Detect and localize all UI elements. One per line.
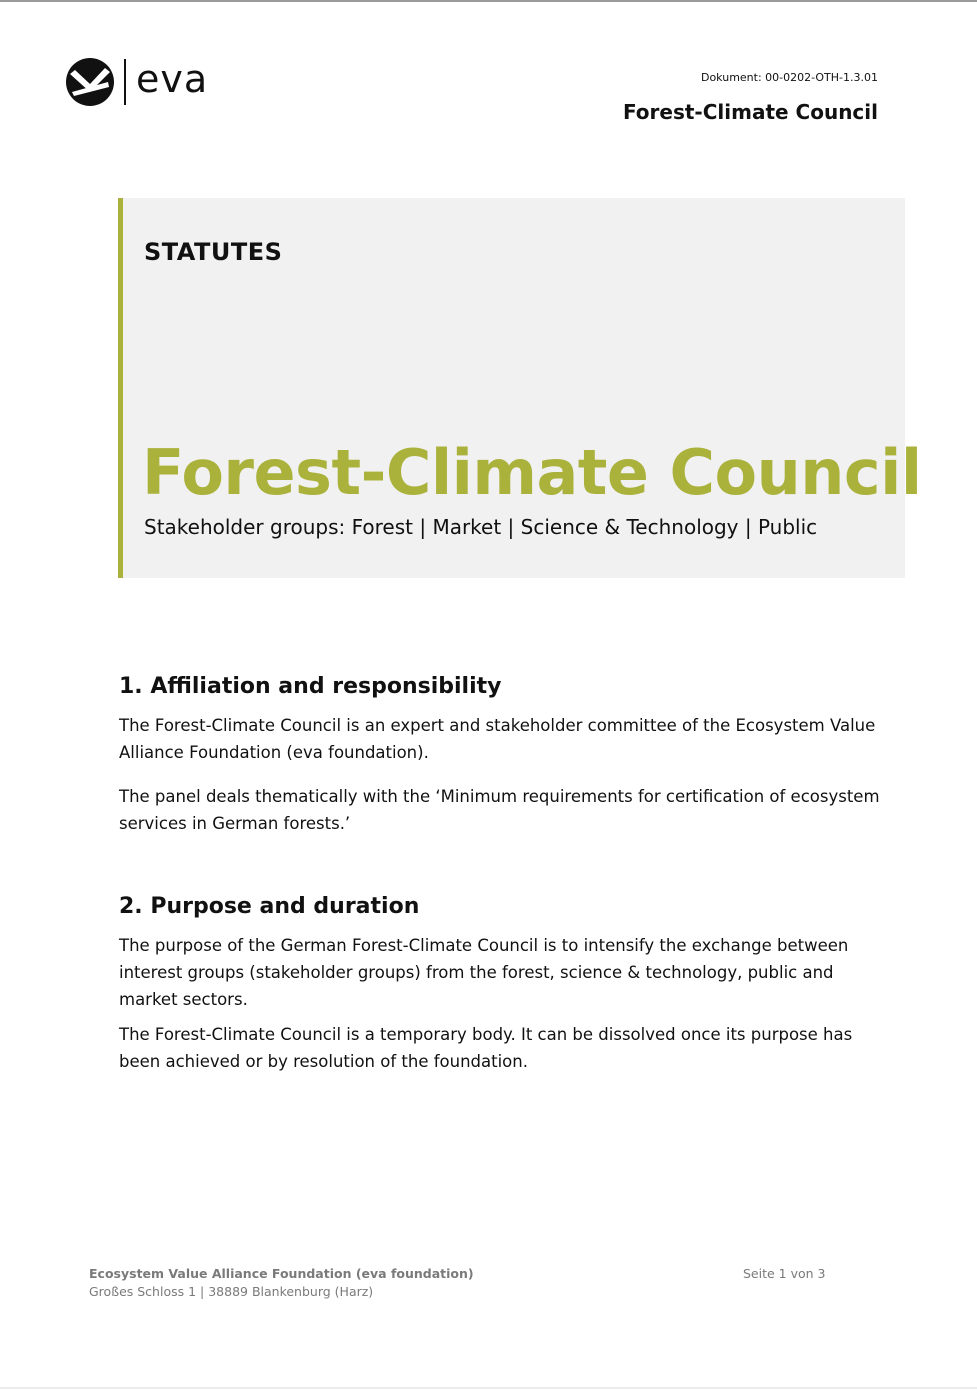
section-purpose xyxy=(119,894,889,1075)
eva-logo-icon xyxy=(66,58,114,106)
eva-logo xyxy=(66,58,208,106)
document-subtitle: Stakeholder groups: Forest | Market | Science & Technology | Public xyxy=(144,515,818,539)
footer-organization: Ecosystem Value Alliance Foundation (eva foundation) xyxy=(89,1266,474,1281)
section-paragraph: The panel deals thematically with the ‘Minimum requirements for certification of ecosystem services in German forests.’ xyxy=(119,787,880,833)
section-affiliation xyxy=(119,674,889,837)
section-heading: 1. Affiliation and responsibility xyxy=(119,674,502,699)
logo-text: eva xyxy=(136,57,209,101)
document-title: Forest-Climate Council xyxy=(142,436,922,509)
bottom-rule xyxy=(0,1387,977,1389)
header-title: Forest-Climate Council xyxy=(622,100,878,124)
title-accent-bar xyxy=(118,198,123,578)
footer-address: Großes Schloss 1 | 38889 Blankenburg (Harz) xyxy=(89,1284,374,1299)
section-heading: 2. Purpose and duration xyxy=(119,894,420,919)
document-type-label: STATUTES xyxy=(144,238,283,266)
section-paragraph: The purpose of the German Forest-Climate Council is to intensify the exchange between interest groups (stakeholder groups) from the forest, science & technology, public and market sectors. xyxy=(119,936,849,1009)
section-paragraph: The Forest-Climate Council is an expert and stakeholder committee of the Ecosystem Value Alliance Foundation (eva foundation). xyxy=(119,716,876,762)
section-paragraph: The Forest-Climate Council is a temporary body. It can be dissolved once its purpose has been achieved or by resolution of the foundation. xyxy=(119,1025,853,1071)
page-number: Seite 1 von 3 xyxy=(743,1266,826,1281)
title-box xyxy=(118,198,922,578)
document-id: Dokument: 00-0202-OTH-1.3.01 xyxy=(700,71,878,84)
top-rule xyxy=(0,0,977,2)
logo-separator xyxy=(124,59,126,105)
